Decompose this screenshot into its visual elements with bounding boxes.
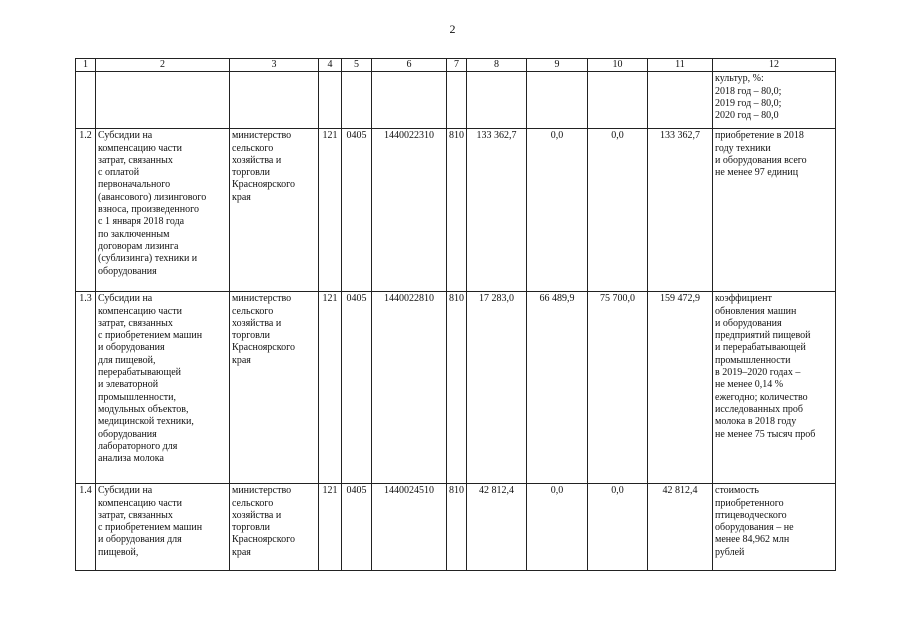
row-number: 1.3	[76, 292, 96, 484]
rzpr-code: 0405	[342, 129, 372, 292]
csr-code: 1440024510	[372, 484, 447, 571]
row-number: 1.2	[76, 129, 96, 292]
expected-result: стоимость приобретенного птицеводческого оборудования – не менее 84,962 млн рублей	[713, 484, 836, 571]
header-cell: 1	[76, 59, 96, 72]
header-cell: 11	[648, 59, 713, 72]
csr-code: 1440022810	[372, 292, 447, 484]
table-row	[76, 292, 836, 484]
amount-2020	[588, 72, 648, 129]
grbs-code: 121	[319, 292, 342, 484]
expected-result: коэффициент обновления машин и оборудования предприятий пищевой и перерабатывающей промышленности в 2019–2020 годах – не менее 0,14 % ежегодно; количество исследованных проб молока в 2018 году не менее 75 тысяч проб	[713, 292, 836, 484]
rzpr-code	[342, 72, 372, 129]
header-cell: 10	[588, 59, 648, 72]
grbs-code: 121	[319, 484, 342, 571]
csr-code: 1440022310	[372, 129, 447, 292]
amount-2020: 0,0	[588, 484, 648, 571]
amount-2018	[467, 72, 527, 129]
table-row	[76, 72, 836, 129]
header-cell: 2	[96, 59, 230, 72]
header-cell: 7	[447, 59, 467, 72]
amount-2019: 0,0	[527, 129, 588, 292]
grbs-code: 121	[319, 129, 342, 292]
amount-2020: 0,0	[588, 129, 648, 292]
table-row	[76, 129, 836, 292]
header-cell: 5	[342, 59, 372, 72]
page-number: 2	[449, 22, 456, 36]
expected-result: культур, %: 2018 год – 80,0; 2019 год – 80,0; 2020 год – 80,0	[713, 72, 836, 129]
table-header-row	[76, 59, 836, 72]
amount-2019: 66 489,9	[527, 292, 588, 484]
vr-code	[447, 72, 467, 129]
rzpr-code: 0405	[342, 484, 372, 571]
row-number: 1.4	[76, 484, 96, 571]
header-cell: 12	[713, 59, 836, 72]
amount-2019: 0,0	[527, 484, 588, 571]
amount-2018: 17 283,0	[467, 292, 527, 484]
amount-2019	[527, 72, 588, 129]
amount-2020: 75 700,0	[588, 292, 648, 484]
row-number	[76, 72, 96, 129]
executor: министерство сельского хозяйства и торговли Красноярского края	[230, 484, 319, 571]
measure-name: Субсидии на компенсацию части затрат, связанных с приобретением машин и оборудования для пищевой, перерабатывающей и элеваторной промышленности, модульных объектов, медицинской техники, оборудования лабораторного для анализа молока	[96, 292, 230, 484]
header-cell: 4	[319, 59, 342, 72]
amount-2018: 42 812,4	[467, 484, 527, 571]
header-cell: 9	[527, 59, 588, 72]
measure-name	[96, 72, 230, 129]
vr-code: 810	[447, 292, 467, 484]
header-cell: 6	[372, 59, 447, 72]
header-cell: 3	[230, 59, 319, 72]
rzpr-code: 0405	[342, 292, 372, 484]
measure-name: Субсидии на компенсацию части затрат, связанных с оплатой первоначального (авансового) лизингового взноса, произведенного с 1 января 2018 года по заключенным договорам лизинга (сублизинга) техники и оборудования	[96, 129, 230, 292]
executor	[230, 72, 319, 129]
csr-code	[372, 72, 447, 129]
amount-total	[648, 72, 713, 129]
budget-table	[75, 58, 836, 571]
executor: министерство сельского хозяйства и торговли Красноярского края	[230, 129, 319, 292]
measure-name: Субсидии на компенсацию части затрат, связанных с приобретением машин и оборудования для пищевой,	[96, 484, 230, 571]
header-cell: 8	[467, 59, 527, 72]
amount-2018: 133 362,7	[467, 129, 527, 292]
amount-total: 42 812,4	[648, 484, 713, 571]
grbs-code	[319, 72, 342, 129]
amount-total: 133 362,7	[648, 129, 713, 292]
table-row	[76, 484, 836, 571]
executor: министерство сельского хозяйства и торговли Красноярского края	[230, 292, 319, 484]
vr-code: 810	[447, 484, 467, 571]
vr-code: 810	[447, 129, 467, 292]
expected-result: приобретение в 2018 году техники и оборудования всего не менее 97 единиц	[713, 129, 836, 292]
amount-total: 159 472,9	[648, 292, 713, 484]
